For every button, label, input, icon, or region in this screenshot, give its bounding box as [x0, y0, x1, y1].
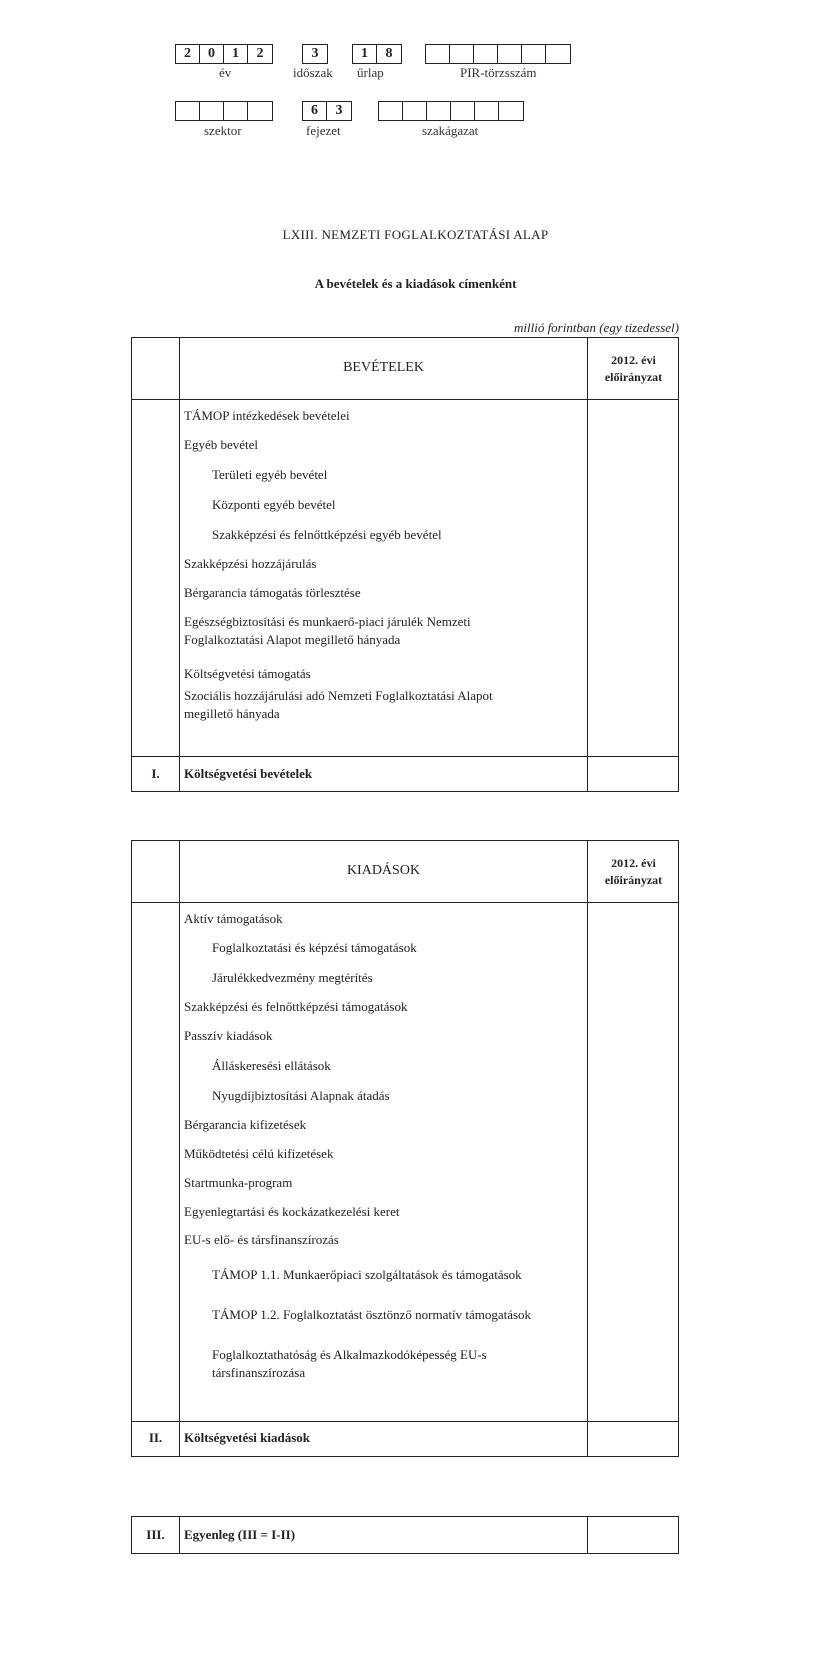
sector-digit	[200, 102, 224, 120]
expense-row: EU-s elő- és társfinanszírozás	[184, 1232, 339, 1247]
sector-code-box	[175, 101, 273, 121]
period-digit: 3	[311, 46, 319, 61]
revenue-row: Szakképzési hozzájárulás	[184, 556, 317, 571]
expense-subrow: Foglalkoztathatóság és Alkalmazkodóképesség EU-s társfinanszírozása	[212, 1347, 487, 1380]
expense-header: KIADÁSOK	[346, 863, 421, 878]
branch-digit	[475, 102, 499, 120]
revenue-subrow: Területi egyéb bevétel	[212, 467, 328, 482]
expense-subrow: Foglalkoztatási és képzési támogatások	[212, 940, 417, 955]
sector-digit	[248, 102, 272, 120]
balance-table	[131, 1516, 679, 1554]
pir-digit	[546, 45, 570, 63]
branch-digit	[427, 102, 451, 120]
pir-code-box	[425, 44, 571, 64]
period-code-box	[302, 44, 328, 64]
year-digit: 1	[224, 45, 248, 63]
pir-digit	[522, 45, 546, 63]
balance-number: III.	[146, 1527, 165, 1542]
balance-label: Egyenleg (III = I-II)	[184, 1527, 296, 1542]
expense-table	[131, 840, 679, 1457]
document-title: LXIII. NEMZETI FOGLALKOZTATÁSI ALAP	[282, 227, 549, 242]
revenue-total-label: Költségvetési bevételek	[184, 766, 313, 781]
sector-label: szektor	[204, 123, 242, 138]
revenue-row: TÁMOP intézkedések bevételei	[184, 408, 350, 423]
chapter-code-box	[302, 101, 352, 121]
expense-row: Szakképzési és felnőttképzési támogatások	[184, 999, 408, 1014]
branch-digit	[451, 102, 475, 120]
unit-note: millió forintban (egy tizedessel)	[513, 320, 679, 335]
form-digit: 1	[353, 45, 377, 63]
revenue-subrow: Szakképzési és felnőttképzési egyéb bevétel	[212, 527, 442, 542]
revenue-total-number: I.	[151, 766, 160, 781]
revenue-row: Költségvetési támogatás	[184, 666, 311, 681]
form-label: űrlap	[357, 65, 384, 80]
expense-subrow: Nyugdíjbiztosítási Alapnak átadás	[212, 1088, 390, 1103]
revenue-row: Bérgarancia támogatás törlesztése	[184, 585, 361, 600]
branch-digit	[379, 102, 403, 120]
expense-row: Aktív támogatások	[184, 911, 283, 926]
year-code-box	[175, 44, 273, 64]
revenue-year-header	[588, 352, 679, 386]
pir-digit	[498, 45, 522, 63]
revenue-header: BEVÉTELEK	[343, 360, 424, 375]
branch-digit	[403, 102, 427, 120]
sector-digit	[224, 102, 248, 120]
pir-digit	[474, 45, 498, 63]
period-label: időszak	[293, 65, 333, 80]
expense-subrow: Álláskeresési ellátások	[212, 1058, 331, 1073]
expense-total-label: Költségvetési kiadások	[184, 1430, 311, 1445]
form-digit: 8	[385, 46, 393, 61]
col-header-line: 2012. évi	[611, 856, 656, 870]
chapter-label: fejezet	[306, 123, 341, 138]
sector-digit	[176, 102, 200, 120]
col-header-line: előirányzat	[604, 873, 663, 887]
branch-code-box	[378, 101, 524, 121]
expense-row: Bérgarancia kifizetések	[184, 1117, 307, 1132]
year-digit: 2	[176, 45, 200, 63]
year-label: év	[219, 65, 232, 80]
revenue-table	[131, 337, 679, 792]
expense-year-header	[588, 855, 679, 889]
branch-label: szakágazat	[422, 123, 479, 138]
revenue-subrow: Központi egyéb bevétel	[212, 497, 336, 512]
revenue-row: Egyéb bevétel	[184, 437, 258, 452]
chapter-digit: 6	[303, 102, 327, 120]
pir-digit	[450, 45, 474, 63]
branch-digit	[499, 102, 523, 120]
expense-row: Működtetési célú kifizetések	[184, 1146, 334, 1161]
col-header-line: 2012. évi	[611, 353, 656, 367]
col-header-line: előirányzat	[604, 370, 663, 384]
revenue-row: Szociális hozzájárulási adó Nemzeti Foglalkoztatási Alapot megillető hányada	[184, 688, 493, 721]
year-digit: 2	[256, 46, 264, 61]
expense-row: Passzív kiadások	[184, 1028, 273, 1043]
form-code-box	[352, 44, 402, 64]
expense-row: Egyenlegtartási és kockázatkezelési keret	[184, 1204, 400, 1219]
pir-digit	[426, 45, 450, 63]
expense-subrow: TÁMOP 1.1. Munkaerőpiaci szolgáltatások és támogatások	[212, 1267, 522, 1282]
revenue-row: Egészségbiztosítási és munkaerő-piaci járulék Nemzeti Foglalkoztatási Alapot megillető hányada	[184, 614, 471, 647]
document-subtitle: A bevételek és a kiadások címenként	[314, 276, 517, 291]
expense-row: Startmunka-program	[184, 1175, 293, 1190]
pir-label: PIR-törzsszám	[460, 65, 537, 80]
expense-total-number: II.	[148, 1430, 163, 1445]
expense-subrow: Járulékkedvezmény megtérítés	[212, 970, 373, 985]
year-digit: 0	[200, 45, 224, 63]
expense-subrow: TÁMOP 1.2. Foglalkoztatást ösztönző normatív támogatások	[212, 1307, 532, 1322]
chapter-digit: 3	[335, 103, 343, 118]
